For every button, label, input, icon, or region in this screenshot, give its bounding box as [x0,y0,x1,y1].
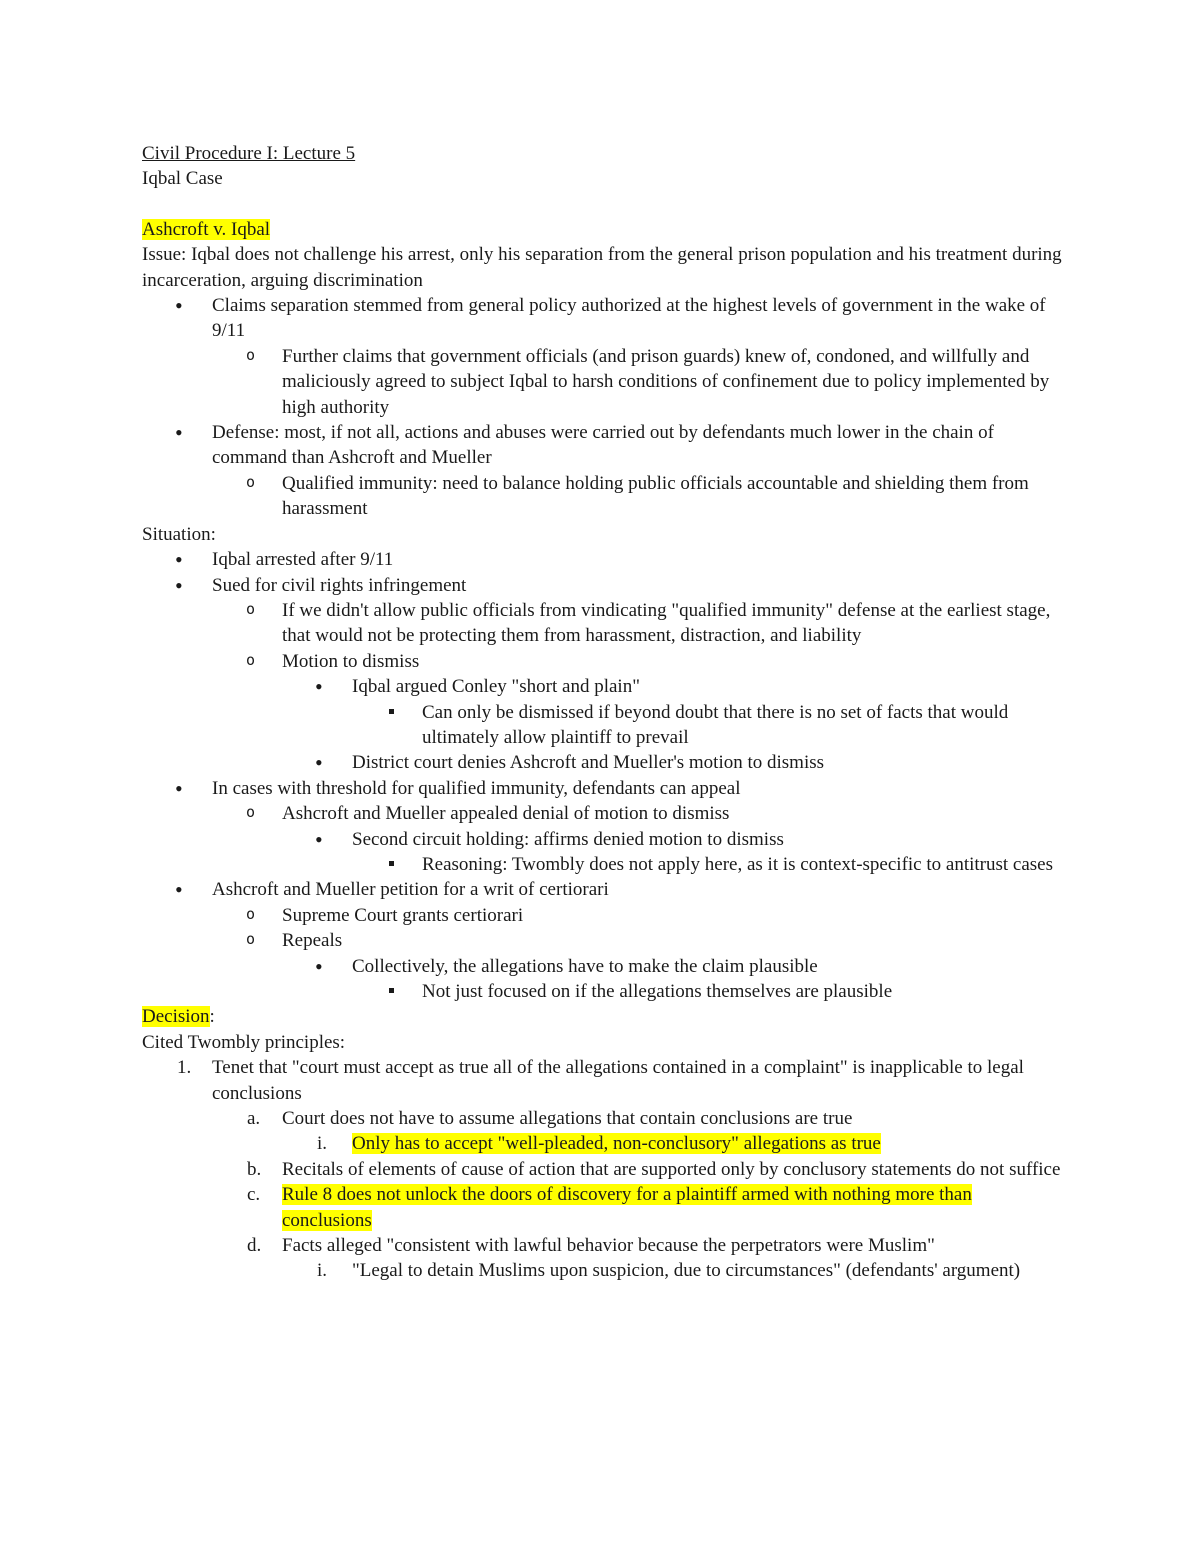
list-item: c. Rule 8 does not unlock the doors of discovery for a plaintiff armed with nothing more than conclusions [247,1184,972,1231]
list-item: • Claims separation stemmed from general policy authorized at the highest levels of government in the wake of 9/11 o Further claims that government officials (and prison guards) knew of, condoned, and willfully and maliciously agreed to subject Iqbal to harsh conditions of confinement due to policy implemented by high authority [142,293,1062,420]
sub-list [282,827,1062,878]
list-item: Not just focused on if the allegations themselves are plausible [352,979,1062,1004]
list-item: o Motion to dismiss • Iqbal argued Conley "short and plain" Can only be dismissed if beyond doubt that there is no set of facts that would ultimately allow plaintiff to prevail • District court denies Ashcroft and Mueller's motion to dismiss [212,649,1062,776]
sub-list [282,674,1062,776]
sub-list [352,852,1062,877]
list-item: o Ashcroft and Mueller appealed denial of motion to dismiss • Second circuit holding: affirms denied motion to dismiss Reasoning: Twombly does not apply here, as it is context-specific to antitrust cases [212,801,1062,877]
list-item: 1. Tenet that "court must accept as true all of the allegations contained in a complaint" is inapplicable to legal conclusions a. Court does not have to assume allegations that contain conclusions are true i. Only has to accept "well-pleaded, non-conclusory" allegations as true b. Recitals of elements of cause of action that are supported only by conclusory statements do not suffice c. Rule 8 does not unlock the doors of discovery for a plaintiff armed with nothing more than conclusions d. Facts alleged "consistent with lawful behavior because the perpetrators were Muslim" i. "Legal to detain Muslims upon suspicion, due to circumstances" (defendants' argument) [142,1055,1062,1284]
sub-list [352,979,1062,1004]
list-item: • Iqbal argued Conley "short and plain" Can only be dismissed if beyond doubt that there is no set of facts that would ultimately allow plaintiff to prevail [282,674,1062,750]
list-item: o Supreme Court grants certiorari [212,903,1062,928]
sub-list [282,954,1062,1005]
list-item: o If we didn't allow public officials from vindicating "qualified immunity" defense at the earliest stage, that would not be protecting them from harassment, distraction, and liability [212,598,1062,649]
list-item: o Repeals • Collectively, the allegations have to make the claim plausible Not just focused on if the allegations themselves are plausible [212,928,1062,1004]
list-item: • Ashcroft and Mueller petition for a writ of certiorari o Supreme Court grants certiorari o Repeals • Collectively, the allegations have to make the claim plausible Not just focused on if the allegations themselves are plausible [142,877,1062,1004]
sub-list [212,801,1062,877]
sub-list [212,344,1062,420]
notes-body [142,141,1062,1284]
doc-title: Civil Procedure I: Lecture 5 [142,143,356,164]
case-heading [142,217,1062,242]
sub-list [212,471,1062,522]
list-item: o Further claims that government officials (and prison guards) knew of, condoned, and willfully and maliciously agreed to subject Iqbal to harsh conditions of confinement due to policy implemented by high authority [212,344,1062,420]
list-item: • District court denies Ashcroft and Mueller's motion to dismiss [282,750,1062,775]
issue-list [142,293,1062,522]
highlighted-text: Rule 8 does not unlock the doors of discovery for a plaintiff armed with nothing more than conclusions [282,1184,972,1231]
list-item: • Iqbal arrested after 9/11 [142,547,1062,572]
spacer [142,192,1062,217]
sub-list [282,1131,1062,1156]
list-item: • In cases with threshold for qualified immunity, defendants can appeal o Ashcroft and Mueller appealed denial of motion to dismiss • Second circuit holding: affirms denied motion to dismiss Reasoning: Twombly does not apply here, as it is context-specific to antitrust cases [142,776,1062,878]
decision-heading: Decision: [142,1006,215,1028]
principles-list [142,1055,1062,1284]
list-item: • Defense: most, if not all, actions and abuses were carried out by defendants much lower in the chain of command than Ashcroft and Mueller o Qualified immunity: need to balance holding public officials accountable and shielding them from harassment [142,420,1062,522]
list-item: b. Recitals of elements of cause of action that are supported only by conclusory statements do not suffice [247,1158,1061,1180]
highlighted-text: Only has to accept "well-pleaded, non-conclusory" allegations as true [352,1133,881,1155]
situation-label: Situation: [142,523,216,545]
issue-paragraph: Issue: Iqbal does not challenge his arrest, only his separation from the general prison population and his treatment during incarceration, arguing discrimination [142,244,1062,291]
list-item: i. Only has to accept "well-pleaded, non-conclusory" allegations as true [317,1133,881,1155]
sub-list [352,700,1062,751]
list-item: d. Facts alleged "consistent with lawful behavior because the perpetrators were Muslim" i. "Legal to detain Muslims upon suspicion, due to circumstances" (defendants' argument) [212,1233,1062,1284]
situation-list [142,547,1062,1004]
doc-subtitle: Iqbal Case [142,168,223,190]
sub-list [212,598,1062,776]
sub-list [212,903,1062,1005]
highlighted-decision: Decision [142,1006,210,1028]
list-item: • Sued for civil rights infringement o If we didn't allow public officials from vindicating "qualified immunity" defense at the earliest stage, that would not be protecting them from harassment, distraction, and liability o Motion to dismiss • Iqbal argued Conley "short and plain" Can only be dismissed if beyond doubt that there is no set of facts that would ultimately allow plaintiff to prevail • District court denies Ashcroft and Mueller's motion to dismiss [142,573,1062,776]
sub-list [212,1106,1062,1284]
sub-list [282,1258,1062,1283]
list-item: • Collectively, the allegations have to make the claim plausible Not just focused on if the allegations themselves are plausible [282,954,1062,1005]
highlighted-case-name: Ashcroft v. Iqbal [142,218,271,240]
list-item: • Second circuit holding: affirms denied motion to dismiss Reasoning: Twombly does not apply here, as it is context-specific to antitrust cases [282,827,1062,878]
list-item: o Qualified immunity: need to balance holding public officials accountable and shielding them from harassment [212,471,1062,522]
list-item: Can only be dismissed if beyond doubt that there is no set of facts that would ultimately allow plaintiff to prevail [352,700,1062,751]
list-item: i. "Legal to detain Muslims upon suspicion, due to circumstances" (defendants' argument) [317,1260,1021,1282]
list-item: Reasoning: Twombly does not apply here, as it is context-specific to antitrust cases [352,852,1062,877]
list-item: a. Court does not have to assume allegations that contain conclusions are true i. Only has to accept "well-pleaded, non-conclusory" allegations as true [212,1106,1062,1157]
cited-principles-label: Cited Twombly principles: [142,1031,346,1053]
